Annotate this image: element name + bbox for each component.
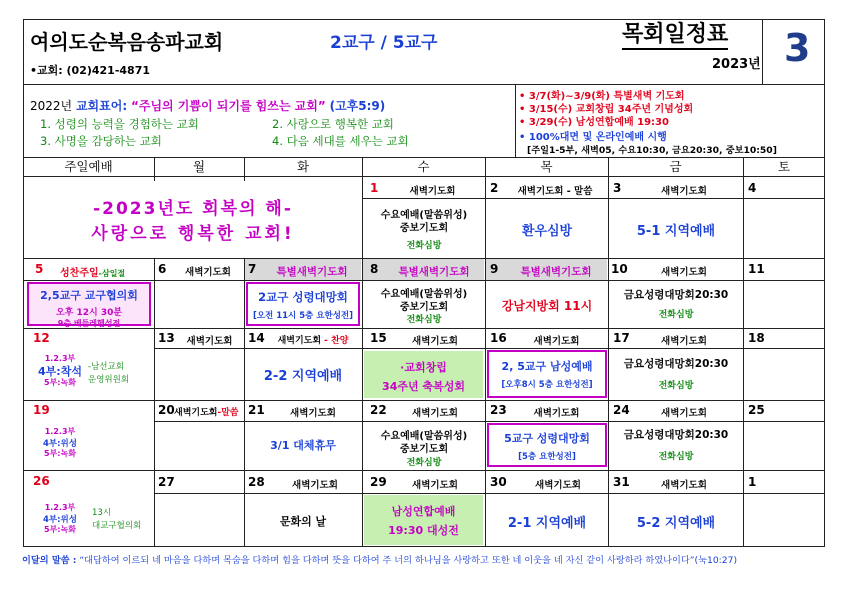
date-29: 29 <box>370 475 387 489</box>
grid-line <box>154 421 825 422</box>
patient-visit: 환우심방 <box>521 224 573 239</box>
district-council-box <box>27 282 151 326</box>
intercession-prayer: 중보기도회 <box>399 223 449 234</box>
notice-divider <box>515 84 516 157</box>
dawn-prayer: 새벽기도회 <box>412 480 458 491</box>
grid-line <box>154 348 825 349</box>
district-council-time: 오후 12시 30분 <box>55 308 123 318</box>
service-1-2-3: 1.2.3부 <box>44 427 76 436</box>
district-council-title: 2,5교구 교구협의회 <box>40 289 138 302</box>
grid-line <box>154 157 155 181</box>
header-divider <box>23 84 825 85</box>
grid-line <box>244 258 245 547</box>
date-27: 27 <box>158 475 175 489</box>
date-28: 28 <box>248 475 265 489</box>
region-service-5-1: 5-1 지역예배 <box>636 224 716 239</box>
notice-1: • 3/7(화)~3/9(화) 특별새벽 기도회 <box>519 91 685 102</box>
mens-mission: -남선교회 <box>88 362 124 372</box>
motto-year: 2022년 <box>30 99 73 113</box>
goal-3: 3. 사명을 감당하는 교회 <box>40 134 162 148</box>
church-phone: •교회: (02)421-4871 <box>30 64 151 77</box>
grid-line <box>743 157 744 547</box>
grid-line <box>485 157 486 547</box>
date-26: 26 <box>33 474 50 488</box>
district-title: 2교구 / 5교구 <box>330 33 438 53</box>
grand-district-council: 대교구협의회 <box>92 521 142 531</box>
holiday-substitute: 3/1 대체휴무 <box>270 439 336 452</box>
date-16: 16 <box>490 331 507 345</box>
mens-union-service: 남성연합예배 <box>391 505 456 518</box>
intercession-prayer: 중보기도회 <box>399 444 449 455</box>
date-10: 10 <box>611 262 628 276</box>
goal-2: 2. 사랑으로 행복한 교회 <box>272 117 394 131</box>
phone-visit: 전화심방 <box>658 452 694 462</box>
phone-visit: 전화심방 <box>658 381 694 391</box>
weekday-sun: 주일예배 <box>64 159 113 174</box>
year-banner-2: 사랑으로 행복한 교회! <box>91 224 295 244</box>
spirit-gathering-title: 5교구 성령대망회 <box>504 432 590 445</box>
date-6: 6 <box>158 262 167 276</box>
dawn-prayer-word: 새벽기도회-말씀 <box>174 408 239 418</box>
dawn-prayer: 새벽기도회 <box>661 336 707 347</box>
wed-service: 수요예배(말씀위성) <box>380 210 468 221</box>
service-5-record: 5부:녹화 <box>44 449 76 458</box>
date-31: 31 <box>613 475 630 489</box>
year-banner-1: -2023년도 회복의 해- <box>93 199 293 219</box>
service-4-satellite: 4부:위성 <box>43 439 77 449</box>
date-22: 22 <box>370 403 387 417</box>
intercession-prayer: 중보기도회 <box>399 302 449 313</box>
monthly-verse-label: 이달의 말씀 : <box>22 555 77 566</box>
doc-year: 2023년 <box>712 57 761 72</box>
weekday-tue: 화 <box>296 159 310 174</box>
mens-service-title: 2, 5교구 남성예배 <box>501 360 593 373</box>
weekday-wed: 수 <box>417 159 430 174</box>
mens-service-box <box>487 350 607 398</box>
date-12: 12 <box>33 331 50 345</box>
region-service-5-2: 5-2 지역예배 <box>636 516 716 531</box>
date-18: 18 <box>748 331 765 345</box>
grid-line <box>362 157 363 547</box>
date-4: 4 <box>748 181 757 195</box>
friday-spirit-service: 금요성령대망회20:30 <box>623 429 729 441</box>
dawn-prayer: 새벽기도회 <box>661 480 707 491</box>
dawn-prayer: 새벽기도회 <box>412 408 458 419</box>
church-name: 여의도순복음송파교회 <box>30 30 224 54</box>
date-21: 21 <box>248 403 265 417</box>
date-17: 17 <box>613 331 630 345</box>
doc-month: 3 <box>784 26 811 70</box>
culture-day: 문화의 날 <box>279 515 327 528</box>
grid-line <box>362 198 825 199</box>
notice-4: • 100%대면 및 온라인예배 시행 <box>519 132 667 143</box>
gangnam-district-meeting: 강남지방회 11시 <box>501 299 593 313</box>
monthly-verse-text: “대답하여 이르되 네 마음을 다하며 목숨을 다하며 힘을 다하며 뜻을 다하여 주 너의 하나님을 사랑하고 또한 네 이웃을 네 자신 같이 사랑하라 하였나이다”(눅10:27) <box>79 555 738 566</box>
notice-5: [주일1-5부, 새벽05, 수요10:30, 금요20:30, 중보10:50] <box>527 145 777 156</box>
date-25: 25 <box>748 403 765 417</box>
goal-4: 4. 다음 세대를 세우는 교회 <box>272 134 409 148</box>
service-4-seated: 4부:착석 <box>38 365 82 378</box>
dawn-prayer: 새벽기도회 <box>661 267 707 278</box>
dawn-prayer: 새벽기도회 <box>186 336 233 347</box>
service-1-2-3: 1.2.3부 <box>44 503 76 512</box>
date-11: 11 <box>748 262 765 276</box>
grid-line <box>23 176 825 177</box>
church-motto <box>30 97 385 114</box>
dawn-prayer: 새벽기도회 <box>533 408 580 419</box>
date-8: 8 <box>370 262 379 276</box>
grid-line <box>154 493 825 494</box>
steering-committee: 운영위원회 <box>88 375 130 385</box>
date-7: 7 <box>248 262 257 276</box>
communion-sunday: 성찬주일-삼일절 <box>60 268 126 279</box>
dawn-prayer: 새벽기도회 <box>661 408 707 419</box>
region-service-2-2: 2-2 지역예배 <box>263 369 343 384</box>
region-service-2-1: 2-1 지역예배 <box>507 516 587 531</box>
spirit-gathering-box-5 <box>487 423 607 467</box>
service-1-2-3: 1.2.3부 <box>44 354 76 363</box>
date-23: 23 <box>490 403 507 417</box>
service-4-satellite: 4부:위성 <box>43 515 77 525</box>
mens-service-place: [오후8시 5층 요한성전] <box>501 380 593 390</box>
month-divider <box>762 19 763 84</box>
mens-union-service-box <box>364 495 483 545</box>
anniversary-revival: 34주년 축복성회 <box>382 380 465 393</box>
phone-visit: 전화심방 <box>658 310 694 320</box>
date-3: 3 <box>613 181 622 195</box>
dawn-prayer-praise: 새벽기도회 - 찬양 <box>277 336 349 346</box>
district-council-place: 9층 베들레헴성전 <box>57 319 121 328</box>
spirit-gathering-box <box>246 282 360 326</box>
dawn-prayer: 새벽기도회 <box>412 336 458 347</box>
dawn-prayer: 새벽기도회 <box>185 267 231 278</box>
date-24: 24 <box>613 403 630 417</box>
dawn-prayer: 새벽기도회 <box>292 480 338 491</box>
weekday-thu: 목 <box>540 159 553 174</box>
dawn-prayer: 새벽기도회 <box>533 336 580 347</box>
spirit-gathering-place: [5층 요한성전] <box>518 452 576 462</box>
service-5-record: 5부:녹화 <box>44 378 76 387</box>
grid-line <box>244 157 245 181</box>
phone-visit: 전화심방 <box>406 315 442 325</box>
dawn-prayer: 새벽기도회 <box>290 408 336 419</box>
date-9: 9 <box>490 262 499 276</box>
grid-line <box>23 400 825 401</box>
doc-title: 목회일정표 <box>622 22 728 50</box>
motto-text: “주님의 기쁨이 되기를 힘쓰는 교회” <box>130 99 326 113</box>
notice-2: • 3/15(수) 교회창립 34주년 기념성회 <box>519 104 694 115</box>
weekday-fri: 금 <box>669 159 682 174</box>
date-15: 15 <box>370 331 387 345</box>
dawn-prayer: 새벽기도회 <box>661 186 707 197</box>
spirit-gathering-place: [오전 11시 5층 요한성전] <box>252 311 354 321</box>
spirit-gathering-title: 2교구 성령대망회 <box>258 290 348 304</box>
grid-line <box>23 470 825 471</box>
special-dawn-prayer: 특별새벽기도회 <box>520 266 592 278</box>
founding-anniversary-box <box>364 351 483 398</box>
notice-3: • 3/29(수) 남성연합예배 19:30 <box>519 117 669 128</box>
date-1: 1 <box>370 181 379 195</box>
date-2: 2 <box>490 181 499 195</box>
special-dawn-prayer: 특별새벽기도회 <box>398 266 470 278</box>
time-13: 13시 <box>92 508 112 518</box>
wed-service: 수요예배(말씀위성) <box>380 431 468 442</box>
date-14: 14 <box>248 331 265 345</box>
goal-1: 1. 성령의 능력을 경험하는 교회 <box>40 117 199 131</box>
grid-line <box>23 280 825 281</box>
monthly-verse <box>22 552 737 566</box>
friday-spirit-service: 금요성령대망회20:30 <box>623 289 729 301</box>
date-13: 13 <box>158 331 175 345</box>
dawn-prayer: 새벽기도회 <box>409 186 456 197</box>
motto-label: 교회표어: <box>75 99 128 113</box>
phone-visit: 전화심방 <box>406 241 442 251</box>
wed-service: 수요예배(말씀위성) <box>380 289 468 300</box>
date-next-1: 1 <box>748 475 757 489</box>
weekday-mon: 월 <box>192 159 206 174</box>
grid-line <box>154 258 155 547</box>
special-dawn-prayer: 특별새벽기도회 <box>276 266 348 278</box>
dawn-prayer-word: 새벽기도회 - 말씀 <box>517 186 593 197</box>
date-19: 19 <box>33 403 50 417</box>
founding-anniversary: ·교회창립 <box>400 361 447 374</box>
motto-ref: (고후5:9) <box>329 99 386 113</box>
dawn-prayer: 새벽기도회 <box>535 480 581 491</box>
phone-visit: 전화심방 <box>406 458 442 468</box>
date-20: 20 <box>158 403 175 417</box>
date-5: 5 <box>35 262 44 276</box>
service-5-record: 5부:녹화 <box>44 525 76 534</box>
friday-spirit-service: 금요성령대망회20:30 <box>623 358 729 370</box>
weekday-sat: 토 <box>777 159 791 174</box>
grid-line <box>608 157 609 547</box>
date-30: 30 <box>490 475 507 489</box>
mens-union-time: 19:30 대성전 <box>388 524 459 537</box>
